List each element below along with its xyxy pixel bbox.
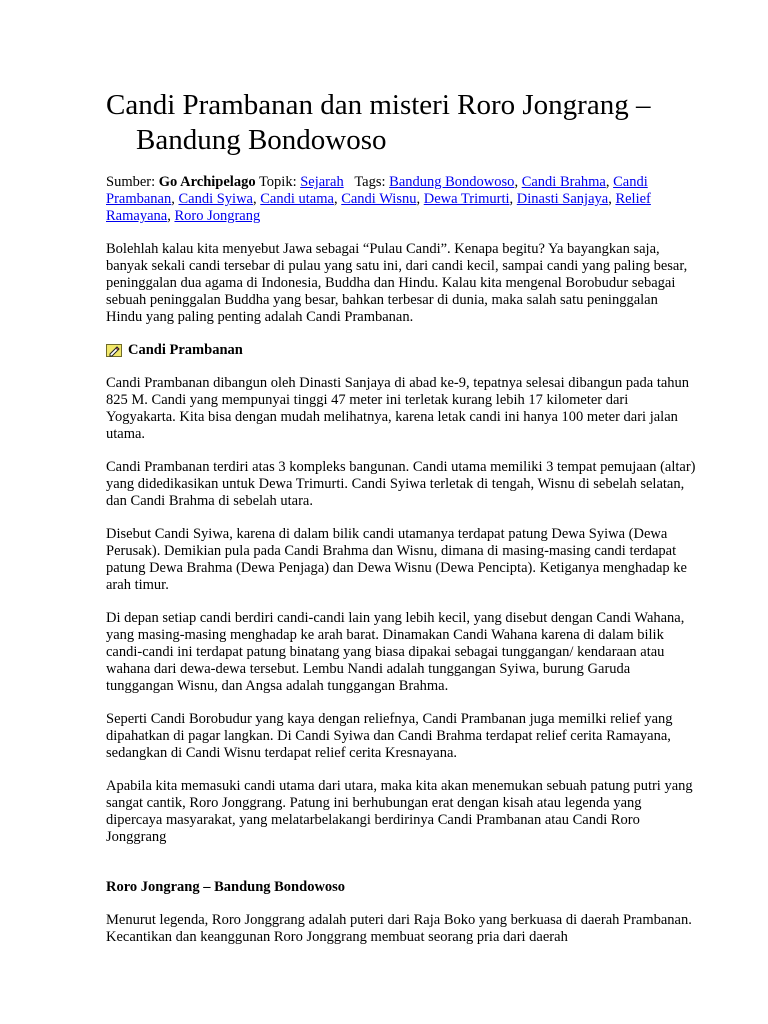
tags-label: Tags: [343, 174, 390, 190]
source-label: Sumber: [106, 174, 159, 190]
tag-link[interactable]: Relief Ramayana [106, 191, 651, 224]
tag-link[interactable]: Candi Brahma [521, 174, 606, 190]
paragraph: Menurut legenda, Roro Jonggrang adalah puteri dari Raja Boko yang berkuasa di daerah Prambanan. Kecantikan dan keanggunan Roro Jonggrang membuat seorang pria dari daerah [106, 912, 692, 945]
paragraph: Di depan setiap candi berdiri candi-candi lain yang lebih kecil, yang disebut dengan Candi Wahana, yang masing-masing menghadap ke arah barat. Dinamakan Candi Wahana karena di dalam bilik candi-candi ini terdapat patung binatang yang biasa dipakai sebagai tunggangan/ kendaraan atau wahana dari dewa-dewa tersebut. Lembu Nandi adalah tunggangan Syiwa, burung Garuda tunggangan Wisnu, dan Angsa adalah tunggangan Brahma. [106, 610, 685, 694]
article-body [106, 88, 696, 946]
tag-link[interactable]: Candi utama [260, 191, 334, 207]
tag-link[interactable]: Dinasti Sanjaya [516, 191, 609, 207]
tag-list: Bandung Bondowoso, Candi Brahma, Candi Prambanan, Candi Syiwa, Candi utama, Candi Wisnu, Dewa Trimurti, Dinasti Sanjaya, Relief Ramayana, Roro Jongrang [106, 174, 651, 224]
tag-link[interactable]: Roro Jongrang [174, 208, 261, 224]
section-heading-roro-jongrang: Roro Jongrang – Bandung Bondowoso [106, 879, 346, 895]
source-name: Go Archipelago [158, 174, 256, 190]
intro-paragraph: Bolehlah kalau kita menyebut Jawa sebagai “Pulau Candi”. Kenapa begitu? Ya bayangkan saja, banyak sekali candi tersebar di pulau yang satu ini, dari candi kecil, sampai candi yang paling besar, peninggalan dua agama di Indonesia, Buddha dan Hindu. Kalau kita mengenal Borobudur sebagai sebuah peninggalan Buddha yang besar, bahkan terbesar di dunia, maka salah satu peninggalan Hindu yang paling penting adalah Candi Prambanan. [106, 241, 688, 325]
paragraph: Disebut Candi Syiwa, karena di dalam bilik candi utamanya terdapat patung Dewa Syiwa (Dewa Perusak). Demikian pula pada Candi Brahma dan Wisnu, dimana di masing-masing candi terdapat patung Dewa Brahma (Dewa Penjaga) dan Dewa Wisnu (Dewa Pencipta). Ketiganya menghadap ke arah timur. [106, 526, 687, 593]
tag-link[interactable]: Dewa Trimurti [423, 191, 510, 207]
tag-link[interactable]: Bandung Bondowoso [389, 174, 515, 190]
paragraph: Candi Prambanan terdiri atas 3 kompleks bangunan. Candi utama memiliki 3 tempat pemujaan (altar) yang didedikasikan untuk Dewa Trimurti. Candi Syiwa terletak di tengah, Wisnu di sebelah selatan, dan Candi Brahma di sebelah utara. [106, 459, 696, 509]
topic-link[interactable]: Sejarah [300, 174, 344, 190]
topic-label: Topik: [255, 174, 301, 190]
paragraph: Apabila kita memasuki candi utama dari utara, maka kita akan menemukan sebuah patung putri yang sangat cantik, Roro Jonggrang. Patung ini berhubungan erat dengan kisah atau legenda yang dipercaya masyarakat, yang melatarbelakangi berdirinya Candi Prambanan atau Candi Roro Jonggrang [106, 778, 693, 845]
article-title: Candi Prambanan dan misteri Roro Jongrang – Bandung Bondowoso [106, 89, 651, 156]
article-meta [106, 174, 696, 225]
section-heading-label: Candi Prambanan [128, 342, 243, 358]
note-icon [106, 344, 122, 357]
tag-link[interactable]: Candi Wisnu [341, 191, 417, 207]
paragraph: Candi Prambanan dibangun oleh Dinasti Sanjaya di abad ke-9, tepatnya selesai dibangun pada tahun 825 M. Candi yang mempunyai tinggi 47 meter ini terletak kurang lebih 17 kilometer dari Yogyakarta. Kita bisa dengan mudah melihatnya, karena letak candi ini hanya 100 meter dari jalan utama. [106, 375, 690, 442]
tag-link[interactable]: Candi Syiwa [178, 191, 253, 207]
section-heading-candi-prambanan [106, 342, 696, 359]
tag-link[interactable]: Candi Prambanan [106, 174, 648, 207]
paragraph: Seperti Candi Borobudur yang kaya dengan reliefnya, Candi Prambanan juga memilki relief yang dipahatkan di pagar langkan. Di Candi Syiwa dan Candi Brahma terdapat relief cerita Ramayana, sedangkan di Candi Wisnu terdapat relief cerita Kresnayana. [106, 711, 673, 761]
